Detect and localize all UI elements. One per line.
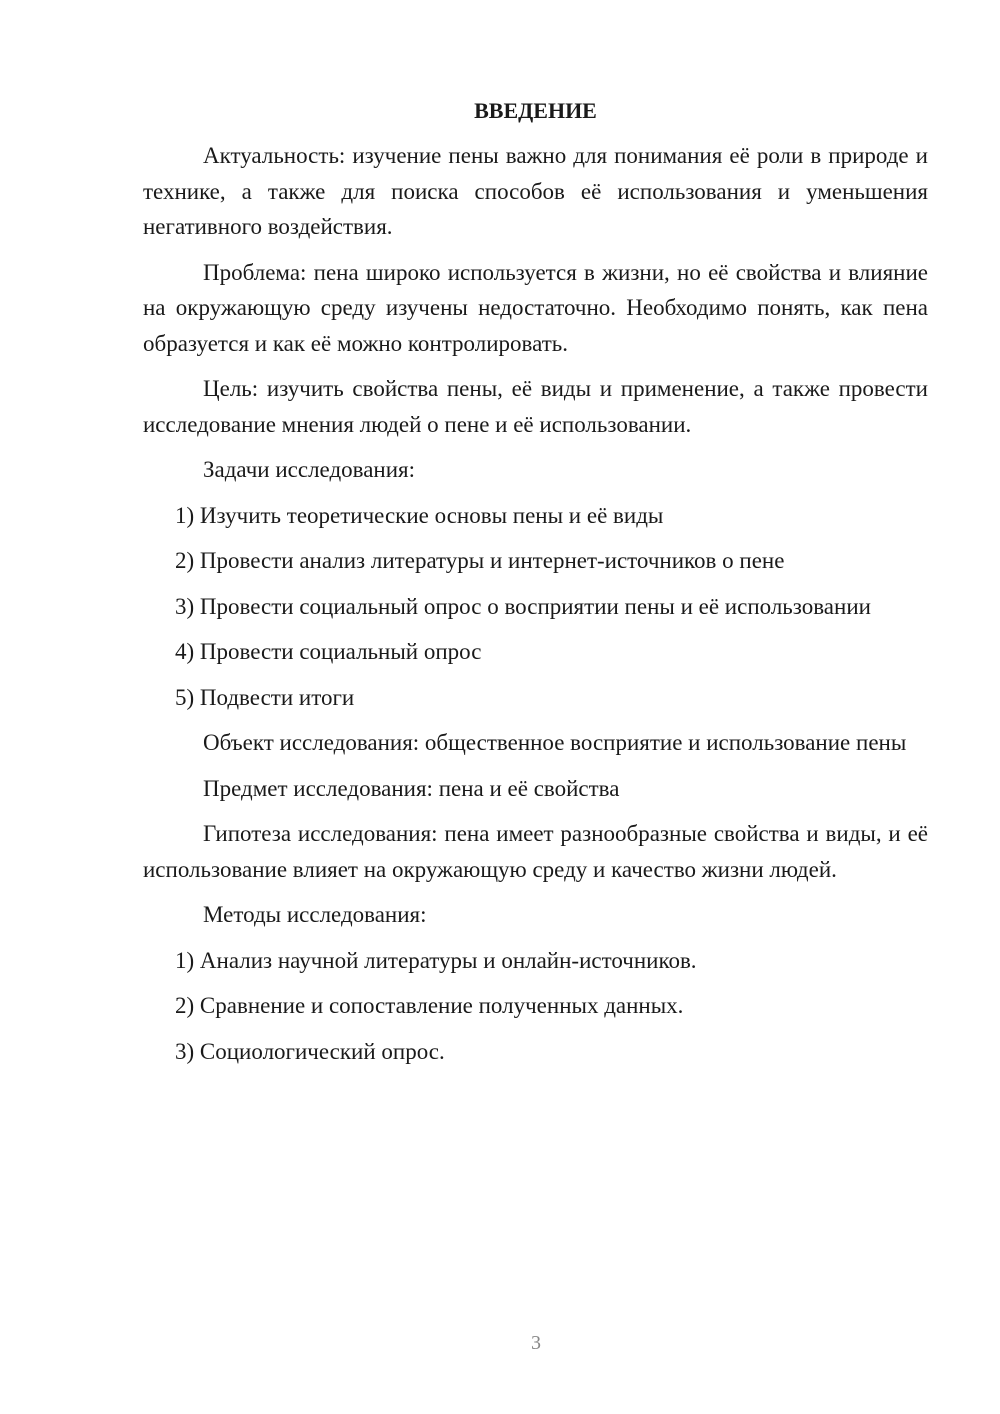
methods-heading: Методы исследования: xyxy=(203,902,427,927)
tasks-heading: Задачи исследования: xyxy=(203,457,416,482)
page-title: ВВЕДЕНИЕ xyxy=(474,98,597,123)
goal-paragraph: Цель: изучить свойства пены, её виды и применение, а также провести исследование мнения людей о пене и её использовании. xyxy=(143,376,928,437)
task-item: 4) Провести социальный опрос xyxy=(175,639,482,664)
task-item: 5) Подвести итоги xyxy=(175,684,355,710)
method-item: 2) Сравнение и сопоставление полученных данных. xyxy=(175,993,684,1018)
relevance-paragraph: Актуальность: изучение пены важно для понимания её роли в природе и технике, а также для поиска способов её использования и уменьшения негативного воздействия. xyxy=(143,143,928,239)
method-item: 1) Анализ научной литературы и онлайн-источников. xyxy=(175,947,697,973)
task-item: 2) Провести анализ литературы и интернет-источников о пене xyxy=(175,548,785,573)
subject-paragraph: Предмет исследования: пена и её свойства xyxy=(203,775,620,801)
method-item: 3) Социологический опрос. xyxy=(175,1038,445,1064)
page-number: 3 xyxy=(531,1332,541,1354)
object-paragraph: Объект исследования: общественное восприятие и использование пены xyxy=(203,730,907,755)
task-item: 3) Провести социальный опрос о восприятии пены и её использовании xyxy=(175,593,871,619)
page-content xyxy=(143,93,928,1079)
hypothesis-paragraph: Гипотеза исследования: пена имеет разнообразные свойства и виды, и её использование влияет на окружающую среду и качество жизни людей. xyxy=(143,821,928,882)
problem-paragraph: Проблема: пена широко используется в жизни, но её свойства и влияние на окружающую среду изучены недостаточно. Необходимо понять, как пена образуется и как её можно контролировать. xyxy=(143,259,928,356)
task-item: 1) Изучить теоретические основы пены и её виды xyxy=(175,502,664,528)
